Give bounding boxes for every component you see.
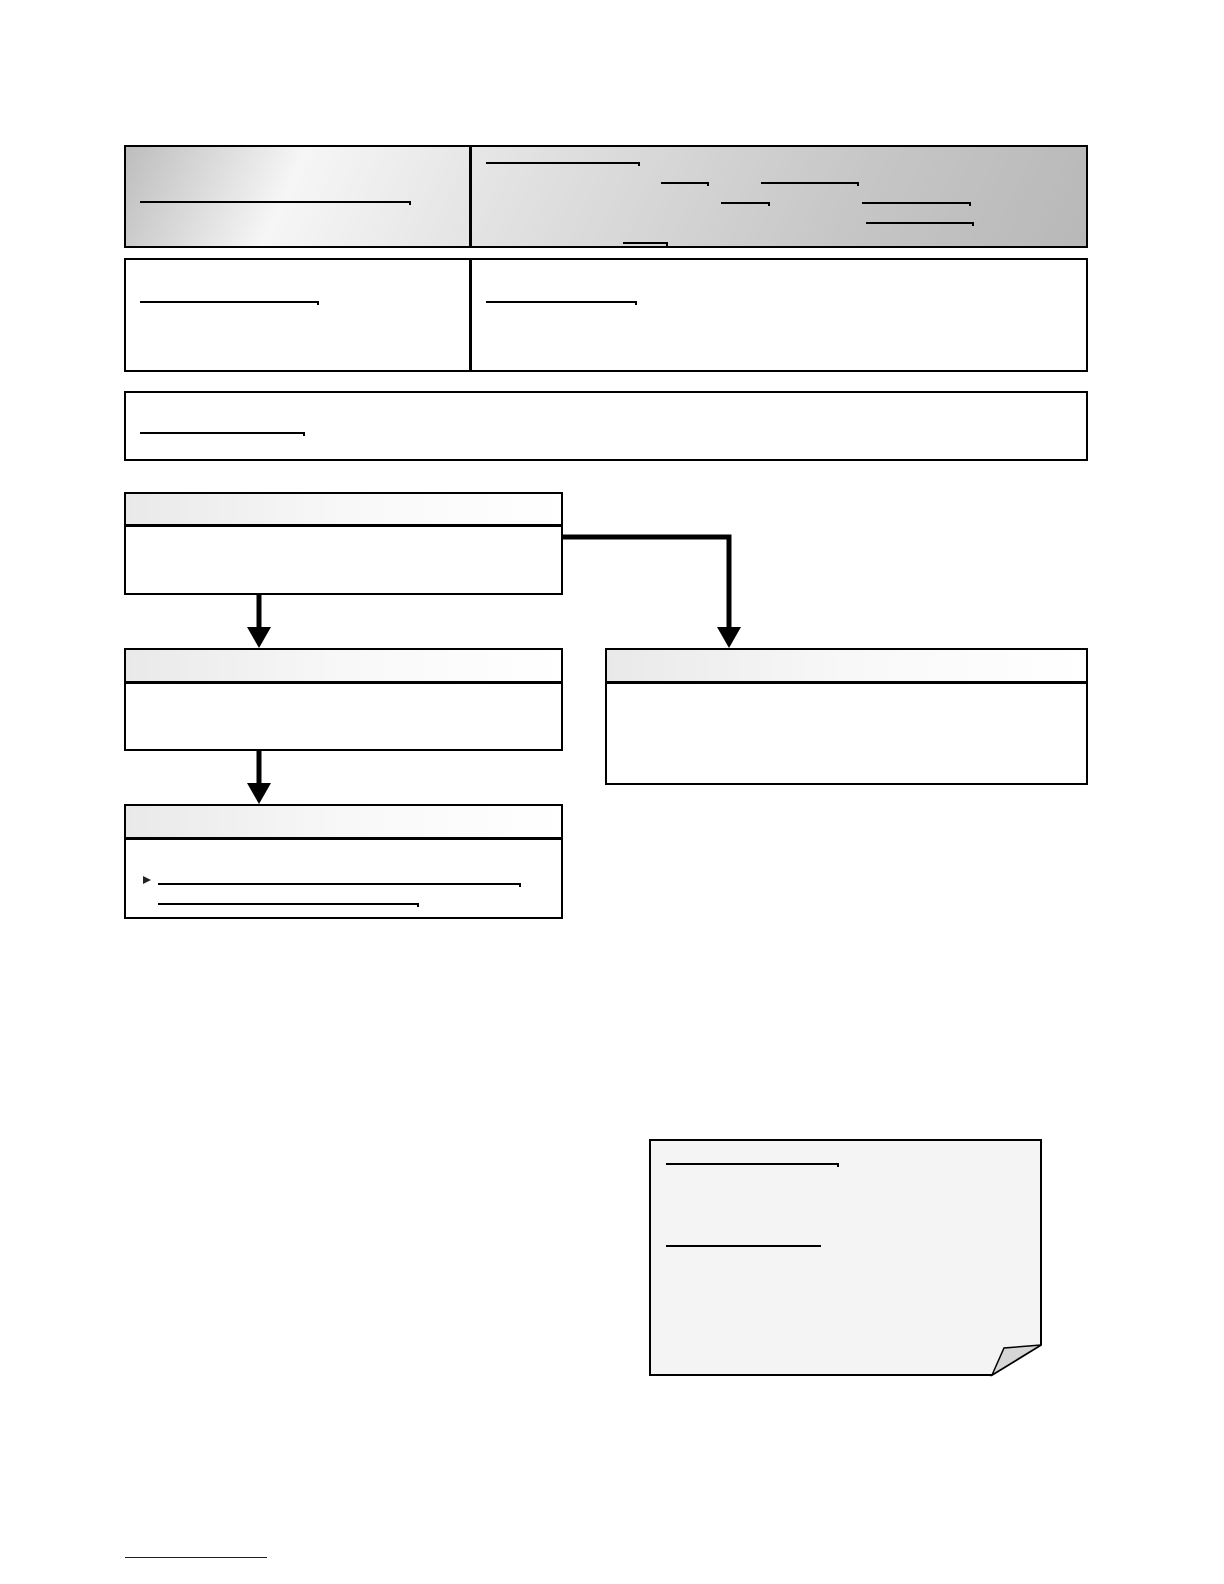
footer-link-underline <box>125 1557 267 1558</box>
arrow-box2-to-box4 <box>247 751 271 804</box>
arrow-box1-to-box3 <box>563 537 741 648</box>
footer-link[interactable] <box>125 1540 267 1558</box>
note-line-2-underline <box>666 1245 821 1247</box>
sticky-note <box>648 1138 1044 1378</box>
arrow-box1-to-box2 <box>247 595 271 648</box>
note-line-1-underline <box>666 1163 837 1165</box>
